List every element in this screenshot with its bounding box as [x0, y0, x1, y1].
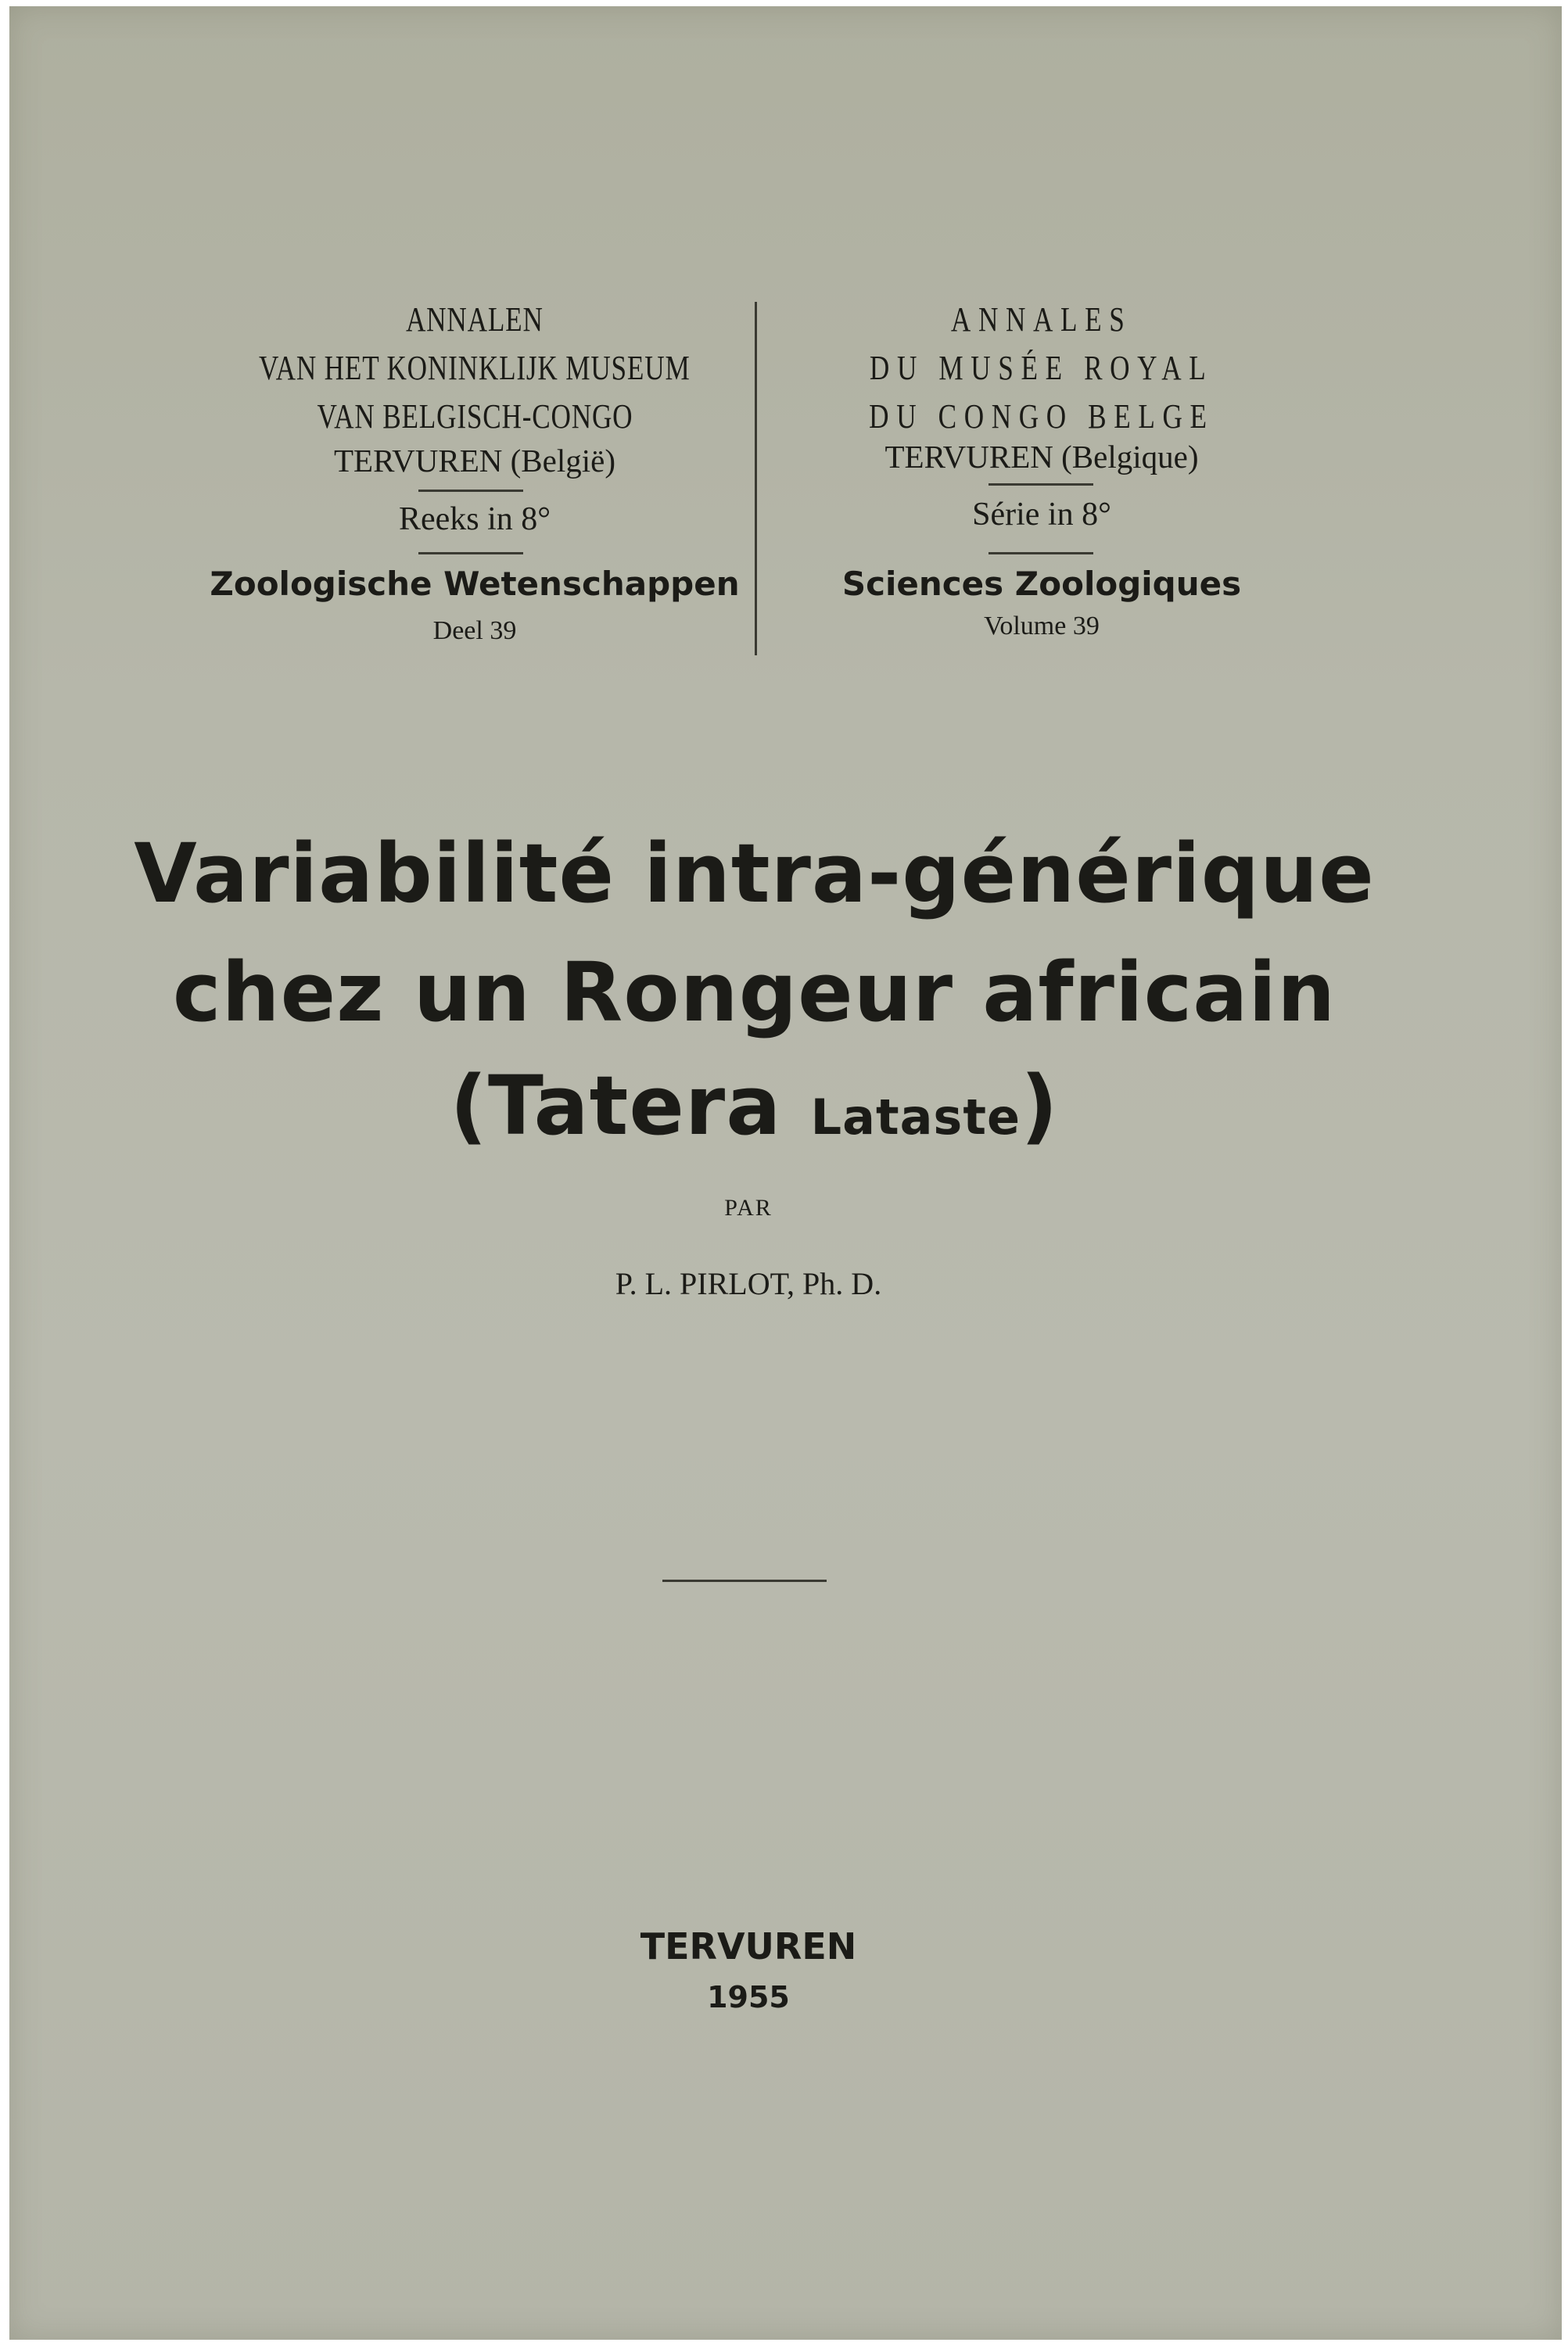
- right-header-series: Série in 8°: [972, 497, 1111, 533]
- author: P. L. PIRLOT, Ph. D.: [615, 1266, 882, 1301]
- right-header-section: Sciences Zoologiques: [841, 565, 1242, 603]
- right-header-line1: ANNALES: [951, 300, 1132, 339]
- left-header-series: Reeks in 8°: [398, 501, 551, 537]
- right-header-divider-1: [989, 483, 1093, 486]
- book-cover: [9, 6, 1562, 2340]
- left-header-divider-2: [418, 552, 523, 554]
- left-header-place: TERVUREN (België): [334, 443, 615, 479]
- title-close-paren: ): [1021, 1058, 1059, 1153]
- header-vertical-divider: [755, 302, 757, 655]
- imprint-year: 1955: [707, 1980, 790, 2014]
- left-header-section: Zoologische Wetenschappen: [210, 565, 740, 603]
- right-header-line3: DU CONGO BELGE: [869, 397, 1215, 436]
- bottom-divider: [662, 1580, 827, 1582]
- right-header-place: TERVUREN (Belgique): [884, 439, 1199, 475]
- left-header-line3: VAN BELGISCH-CONGO: [317, 397, 633, 436]
- left-header-divider-1: [418, 490, 523, 492]
- imprint-place: TERVUREN: [640, 1925, 857, 1968]
- title-genus: (Tatera: [450, 1058, 782, 1153]
- right-header-line2: DU MUSÉE ROYAL: [870, 349, 1214, 387]
- left-header-line1: ANNALEN: [406, 300, 544, 339]
- title-authority: Lataste: [810, 1089, 1021, 1146]
- left-header-line2: VAN HET KONINKLIJK MUSEUM: [259, 349, 691, 387]
- right-header-divider-2: [989, 552, 1093, 554]
- byline: PAR: [724, 1195, 773, 1221]
- title-line3: [88, 1058, 1421, 1153]
- title-line1: Variabilité intra-générique: [134, 826, 1375, 921]
- left-header-volume: Deel 39: [432, 616, 517, 645]
- right-header-volume: Volume 39: [984, 612, 1100, 640]
- title-line2: chez un Rongeur africain: [172, 945, 1337, 1040]
